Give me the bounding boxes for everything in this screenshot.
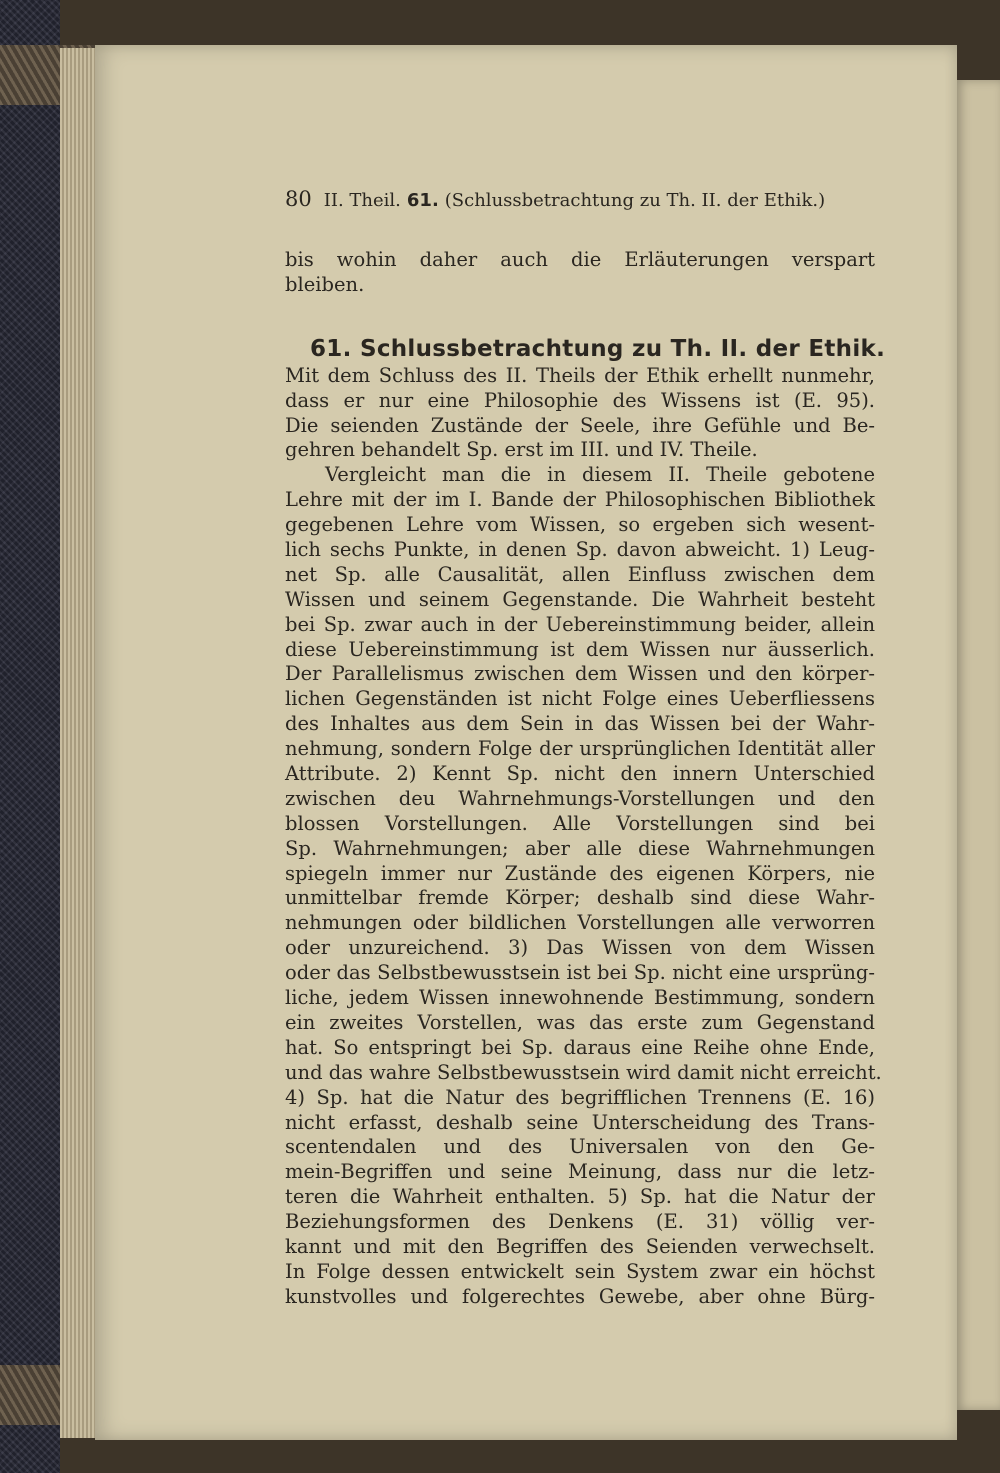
section-heading: 61. Schlussbetrachtung zu Th. II. der Ethik. <box>310 335 886 362</box>
running-head-part: II. Theil. <box>323 190 401 211</box>
text-line: kunstvolles und folgerechtes Gewebe, aber ohne Bürg- <box>285 1284 875 1308</box>
text-line: Vergleicht man die in diesem II. Theile gebotene <box>325 463 875 487</box>
facing-page-edge <box>957 80 1000 1410</box>
text-line: In Folge dessen entwickelt sein System zwar ein höchst <box>285 1259 875 1283</box>
text-line: teren die Wahrheit enthalten. 5) Sp. hat die Natur der <box>285 1185 875 1209</box>
intro-paragraph <box>285 248 875 298</box>
text-line: ein zweites Vorstellen, was das erste zum Gegenstand <box>285 1010 875 1034</box>
text-line: diese Uebereinstimmung ist dem Wissen nur äusserlich. <box>285 637 875 661</box>
text-line: oder das Selbstbewusstsein ist bei Sp. nicht eine ursprüng- <box>285 961 875 985</box>
text-line: lich sechs Punkte, in denen Sp. davon abweicht. 1) Leug- <box>285 538 875 562</box>
text-line: Wissen und seinem Gegenstande. Die Wahrheit besteht <box>285 587 875 611</box>
text-line: Sp. Wahrnehmungen; aber alle diese Wahrnehmungen <box>285 836 875 860</box>
text-line: oder unzureichend. 3) Das Wissen von dem Wissen <box>285 936 875 960</box>
text-line: liche, jedem Wissen innewohnende Bestimmung, sondern <box>285 986 875 1010</box>
text-line: blossen Vorstellungen. Alle Vorstellungen sind bei <box>285 811 875 835</box>
text-line: Der Parallelismus zwischen dem Wissen und den körper- <box>285 662 875 686</box>
text-line: unmittelbar fremde Körper; deshalb sind diese Wahr- <box>285 886 875 910</box>
text-line: Mit dem Schluss des II. Theils der Ethik erhellt nunmehr, <box>285 363 875 387</box>
running-head-section: 61. <box>406 190 439 211</box>
running-head <box>285 186 875 214</box>
text-line: zwischen deu Wahrnehmungs-Vorstellungen und den <box>285 786 875 810</box>
text-line: Beziehungsformen des Denkens (E. 31) völlig ver- <box>285 1210 875 1234</box>
text-column <box>285 186 886 1310</box>
page-number: 80 <box>285 187 312 211</box>
running-head-title: (Schlussbetrachtung zu Th. II. der Ethik.) <box>444 190 826 211</box>
text-line: gegebenen Lehre vom Wissen, so ergeben sich wesent- <box>285 513 875 537</box>
text-line: net Sp. alle Causalität, allen Einfluss zwischen dem <box>285 562 875 586</box>
text-line: kannt und mit den Begriffen des Seienden verwechselt. <box>285 1234 875 1258</box>
text-line: und das wahre Selbstbewusstsein wird damit nicht erreicht. <box>285 1060 882 1084</box>
body-text <box>285 363 882 1310</box>
text-line: bei Sp. zwar auch in der Uebereinstimmung beider, allein <box>285 612 875 636</box>
text-line: Attribute. 2) Kennt Sp. nicht den innern Unterschied <box>285 762 875 786</box>
text-line: nicht erfasst, deshalb seine Unterscheidung des Trans- <box>285 1110 875 1134</box>
text-line: bleiben. <box>285 272 365 296</box>
text-line: Lehre mit der im I. Bande der Philosophischen Bibliothek <box>285 488 875 512</box>
book-cover <box>0 0 60 1473</box>
text-line: lichen Gegenständen ist nicht Folge eines Ueberfliessens <box>285 687 875 711</box>
text-line: Die seienden Zustände der Seele, ihre Gefühle und Be- <box>285 413 875 437</box>
text-line: dass er nur eine Philosophie des Wissens ist (E. 95). <box>285 388 875 412</box>
text-line: scentendalen und des Universalen von den Ge- <box>285 1135 875 1159</box>
text-line: 4) Sp. hat die Natur des begrifflichen Trennens (E. 16) <box>285 1085 875 1109</box>
text-line: mein-Begriffen und seine Meinung, dass nur die letz- <box>285 1160 875 1184</box>
text-line: gehren behandelt Sp. erst im III. und IV. Theile. <box>285 438 758 462</box>
text-line: nehmung, sondern Folge der ursprünglichen Identität aller <box>285 737 875 761</box>
text-line: bis wohin daher auch die Erläuterungen verspart <box>285 248 875 271</box>
text-line: spiegeln immer nur Zustände des eigenen Körpers, nie <box>285 861 875 885</box>
text-line: hat. So entspringt bei Sp. daraus eine Reihe ohne Ende, <box>285 1035 875 1059</box>
text-line: des Inhaltes aus dem Sein in das Wissen bei der Wahr- <box>285 712 875 736</box>
text-line: nehmungen oder bildlichen Vorstellungen alle verworren <box>285 911 875 935</box>
